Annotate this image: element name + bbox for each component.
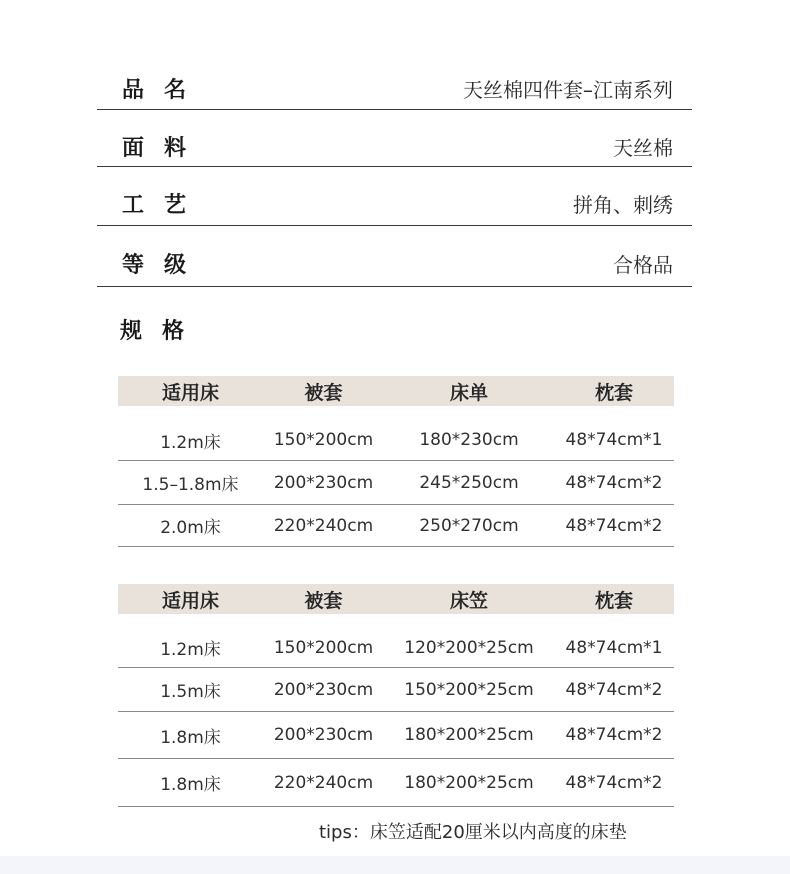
table-row xyxy=(118,759,674,807)
cell-duvet: 150*200cm xyxy=(273,430,374,450)
cell-fitted-sheet: 180*200*25cm xyxy=(404,725,534,745)
cell-sheet: 245*250cm xyxy=(419,472,519,493)
cell-bed: 1.2m床 xyxy=(160,640,221,660)
header-cell-sheet: 床单 xyxy=(449,381,488,404)
cell-pillowcase: 48*74cm*2 xyxy=(565,725,663,745)
cell-pillowcase: 48*74cm*2 xyxy=(565,472,663,493)
header-cell-bed: 适用床 xyxy=(161,589,219,612)
spec-row-name xyxy=(97,68,692,110)
cell-fitted-sheet: 120*200*25cm xyxy=(404,637,534,658)
spec-row-fabric xyxy=(97,126,692,167)
footer-band xyxy=(0,856,790,874)
cell-bed: 1.5m床 xyxy=(160,682,221,702)
cell-pillowcase: 48*74cm*1 xyxy=(565,430,663,450)
header-cell-pillowcase: 枕套 xyxy=(594,589,633,612)
spec-value: 拼角、刺绣 xyxy=(573,193,673,217)
table-header xyxy=(118,376,674,406)
table-header xyxy=(118,584,674,614)
cell-pillowcase: 48*74cm*2 xyxy=(565,772,663,793)
cell-bed: 1.2m床 xyxy=(160,432,221,453)
cell-duvet: 200*230cm xyxy=(273,725,374,745)
table-row xyxy=(118,505,674,547)
spec-label: 品名 xyxy=(122,78,207,103)
cell-bed: 2.0m床 xyxy=(160,518,221,538)
cell-fitted-sheet: 150*200*25cm xyxy=(404,679,534,700)
cell-duvet: 220*240cm xyxy=(273,515,374,536)
cell-pillowcase: 48*74cm*2 xyxy=(565,679,663,700)
table-row xyxy=(118,406,674,461)
header-cell-pillowcase: 枕套 xyxy=(594,381,633,404)
cell-bed: 1.8m床 xyxy=(160,727,221,748)
size-table-fitted xyxy=(118,584,674,807)
header-cell-duvet: 被套 xyxy=(304,381,343,404)
spec-value: 合格品 xyxy=(613,252,673,277)
size-table-sheet xyxy=(118,376,674,547)
table-row xyxy=(118,614,674,668)
table-row xyxy=(118,461,674,505)
header-cell-fitted-sheet: 床笠 xyxy=(449,589,488,612)
cell-duvet: 220*240cm xyxy=(273,772,374,793)
cell-pillowcase: 48*74cm*1 xyxy=(565,637,663,658)
spec-value: 天丝棉 xyxy=(613,135,673,160)
spec-row-craft xyxy=(97,182,692,226)
cell-duvet: 200*230cm xyxy=(273,472,374,493)
spec-label: 面料 xyxy=(122,135,207,161)
cell-pillowcase: 48*74cm*2 xyxy=(565,515,663,536)
cell-duvet: 200*230cm xyxy=(273,679,374,700)
spec-row-grade xyxy=(97,240,692,287)
cell-bed: 1.5–1.8m床 xyxy=(142,475,239,495)
spec-label: 等级 xyxy=(122,252,207,278)
header-cell-duvet: 被套 xyxy=(304,589,343,612)
cell-sheet: 250*270cm xyxy=(419,515,519,536)
size-section-title: 规格 xyxy=(120,319,205,344)
cell-duvet: 150*200cm xyxy=(273,637,374,658)
table-row xyxy=(118,668,674,712)
spec-value: 天丝棉四件套–江南系列 xyxy=(463,78,673,102)
cell-sheet: 180*230cm xyxy=(419,430,519,450)
cell-fitted-sheet: 180*200*25cm xyxy=(404,772,534,793)
tips-note: tips：床笠适配20厘米以内高度的床垫 xyxy=(319,822,627,843)
spec-label: 工艺 xyxy=(122,193,207,218)
header-cell-bed: 适用床 xyxy=(161,381,219,404)
table-row xyxy=(118,712,674,759)
cell-bed: 1.8m床 xyxy=(160,775,221,795)
